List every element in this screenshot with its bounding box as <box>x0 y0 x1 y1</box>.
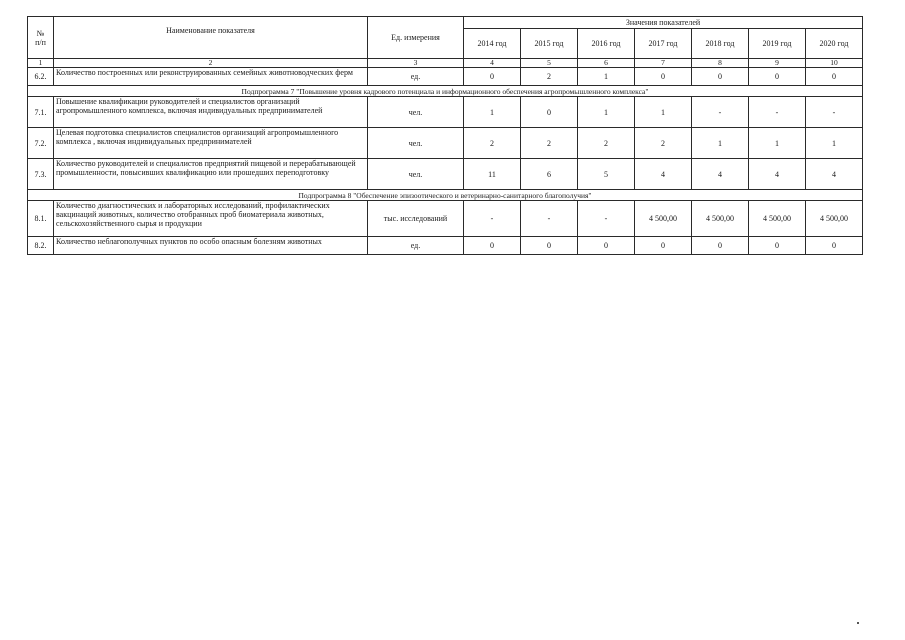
table-row <box>28 68 863 86</box>
row-number: 8.2. <box>28 237 54 255</box>
indicator-value: 4 <box>806 159 863 190</box>
column-number: 3 <box>368 59 464 68</box>
indicator-value: 1 <box>578 68 635 86</box>
header-year: 2018 год <box>692 29 749 59</box>
indicator-unit: чел. <box>368 159 464 190</box>
header-name: Наименование показателя <box>54 17 368 59</box>
header-unit: Ед. измерения <box>368 17 464 59</box>
row-number: 6.2. <box>28 68 54 86</box>
indicator-value: 4 <box>692 159 749 190</box>
indicator-value: 0 <box>692 68 749 86</box>
header-year: 2015 год <box>521 29 578 59</box>
indicator-value: - <box>749 97 806 128</box>
indicator-value: 4 500,00 <box>749 201 806 237</box>
indicator-value: 4 500,00 <box>692 201 749 237</box>
indicator-table-sheet <box>27 16 863 255</box>
indicator-name: Количество диагностических и лабораторных исследований, профилактических вакцинаций животных, количество отобранных проб биоматериала животных, сельскохозяйственного сырья и продукции <box>54 201 368 237</box>
indicator-name: Количество неблагополучных пунктов по особо опасным болезням животных <box>54 237 368 255</box>
indicator-value: 4 500,00 <box>635 201 692 237</box>
indicator-unit: ед. <box>368 237 464 255</box>
header-year: 2020 год <box>806 29 863 59</box>
indicator-value: 2 <box>521 128 578 159</box>
indicator-name: Целевая подготовка специалистов специалистов организаций агропромышленного комплекса , включая индивидуальных предпринимателей <box>54 128 368 159</box>
header-num: № п/п <box>28 17 54 59</box>
indicator-value: 2 <box>521 68 578 86</box>
row-number: 7.1. <box>28 97 54 128</box>
row-number: 8.1. <box>28 201 54 237</box>
column-number: 5 <box>521 59 578 68</box>
column-number: 4 <box>464 59 521 68</box>
indicator-name: Количество руководителей и специалистов предприятий пищевой и перерабатывающей промышленности, повысивших квалификацию или прошедших переподготовку <box>54 159 368 190</box>
indicator-unit: чел. <box>368 128 464 159</box>
indicator-value: 1 <box>806 128 863 159</box>
indicator-value: 6 <box>521 159 578 190</box>
column-number: 9 <box>749 59 806 68</box>
indicator-value: 1 <box>635 97 692 128</box>
header-year: 2016 год <box>578 29 635 59</box>
indicator-value: 4 500,00 <box>806 201 863 237</box>
subprogram-row <box>28 86 863 97</box>
row-number: 7.2. <box>28 128 54 159</box>
row-number: 7.3. <box>28 159 54 190</box>
indicator-value: - <box>806 97 863 128</box>
indicator-value: 0 <box>806 68 863 86</box>
table-row <box>28 97 863 128</box>
indicator-value: 5 <box>578 159 635 190</box>
subprogram-title: Подпрограмма 7 "Повышение уровня кадрового потенциала и информационного обеспечения агропромышленного комплекса" <box>28 86 863 97</box>
indicator-value: 4 <box>749 159 806 190</box>
indicator-value: 1 <box>578 97 635 128</box>
indicator-value: - <box>692 97 749 128</box>
indicator-value: 0 <box>635 68 692 86</box>
indicator-value: 1 <box>692 128 749 159</box>
indicator-table <box>27 16 863 255</box>
table-body <box>28 17 863 255</box>
indicator-value: 0 <box>749 68 806 86</box>
indicator-value: - <box>464 201 521 237</box>
header-year: 2014 год <box>464 29 521 59</box>
table-row <box>28 201 863 237</box>
header-year: 2019 год <box>749 29 806 59</box>
header-year: 2017 год <box>635 29 692 59</box>
indicator-value: 1 <box>464 97 521 128</box>
indicator-value: 0 <box>464 68 521 86</box>
header-row-1 <box>28 17 863 29</box>
indicator-value: 0 <box>464 237 521 255</box>
indicator-value: 0 <box>692 237 749 255</box>
indicator-value: 2 <box>635 128 692 159</box>
subprogram-title: Подпрограмма 8 "Обеспечение эпизоотического и ветеринарно-санитарного благополучия" <box>28 190 863 201</box>
indicator-value: 0 <box>578 237 635 255</box>
indicator-value: 0 <box>635 237 692 255</box>
column-number: 1 <box>28 59 54 68</box>
table-row <box>28 237 863 255</box>
column-number: 10 <box>806 59 863 68</box>
column-number: 6 <box>578 59 635 68</box>
column-number-row <box>28 59 863 68</box>
indicator-name: Повышение квалификации руководителей и специалистов организаций агропромышленного комплекса, включая индивидуальных предпринимателей <box>54 97 368 128</box>
indicator-value: 0 <box>521 97 578 128</box>
indicator-name: Количество построенных или реконструированных семейных животноводческих ферм <box>54 68 368 86</box>
indicator-value: - <box>521 201 578 237</box>
column-number: 2 <box>54 59 368 68</box>
indicator-unit: чел. <box>368 97 464 128</box>
table-row <box>28 128 863 159</box>
indicator-value: 4 <box>635 159 692 190</box>
column-number: 8 <box>692 59 749 68</box>
indicator-value: 0 <box>749 237 806 255</box>
indicator-value: 2 <box>464 128 521 159</box>
indicator-value: 0 <box>521 237 578 255</box>
table-row <box>28 159 863 190</box>
indicator-value: 1 <box>749 128 806 159</box>
indicator-value: - <box>578 201 635 237</box>
indicator-value: 11 <box>464 159 521 190</box>
header-values: Значения показателей <box>464 17 863 29</box>
column-number: 7 <box>635 59 692 68</box>
subprogram-row <box>28 190 863 201</box>
scan-speck <box>857 622 859 624</box>
indicator-unit: ед. <box>368 68 464 86</box>
indicator-value: 2 <box>578 128 635 159</box>
indicator-unit: тыс. исследований <box>368 201 464 237</box>
indicator-value: 0 <box>806 237 863 255</box>
